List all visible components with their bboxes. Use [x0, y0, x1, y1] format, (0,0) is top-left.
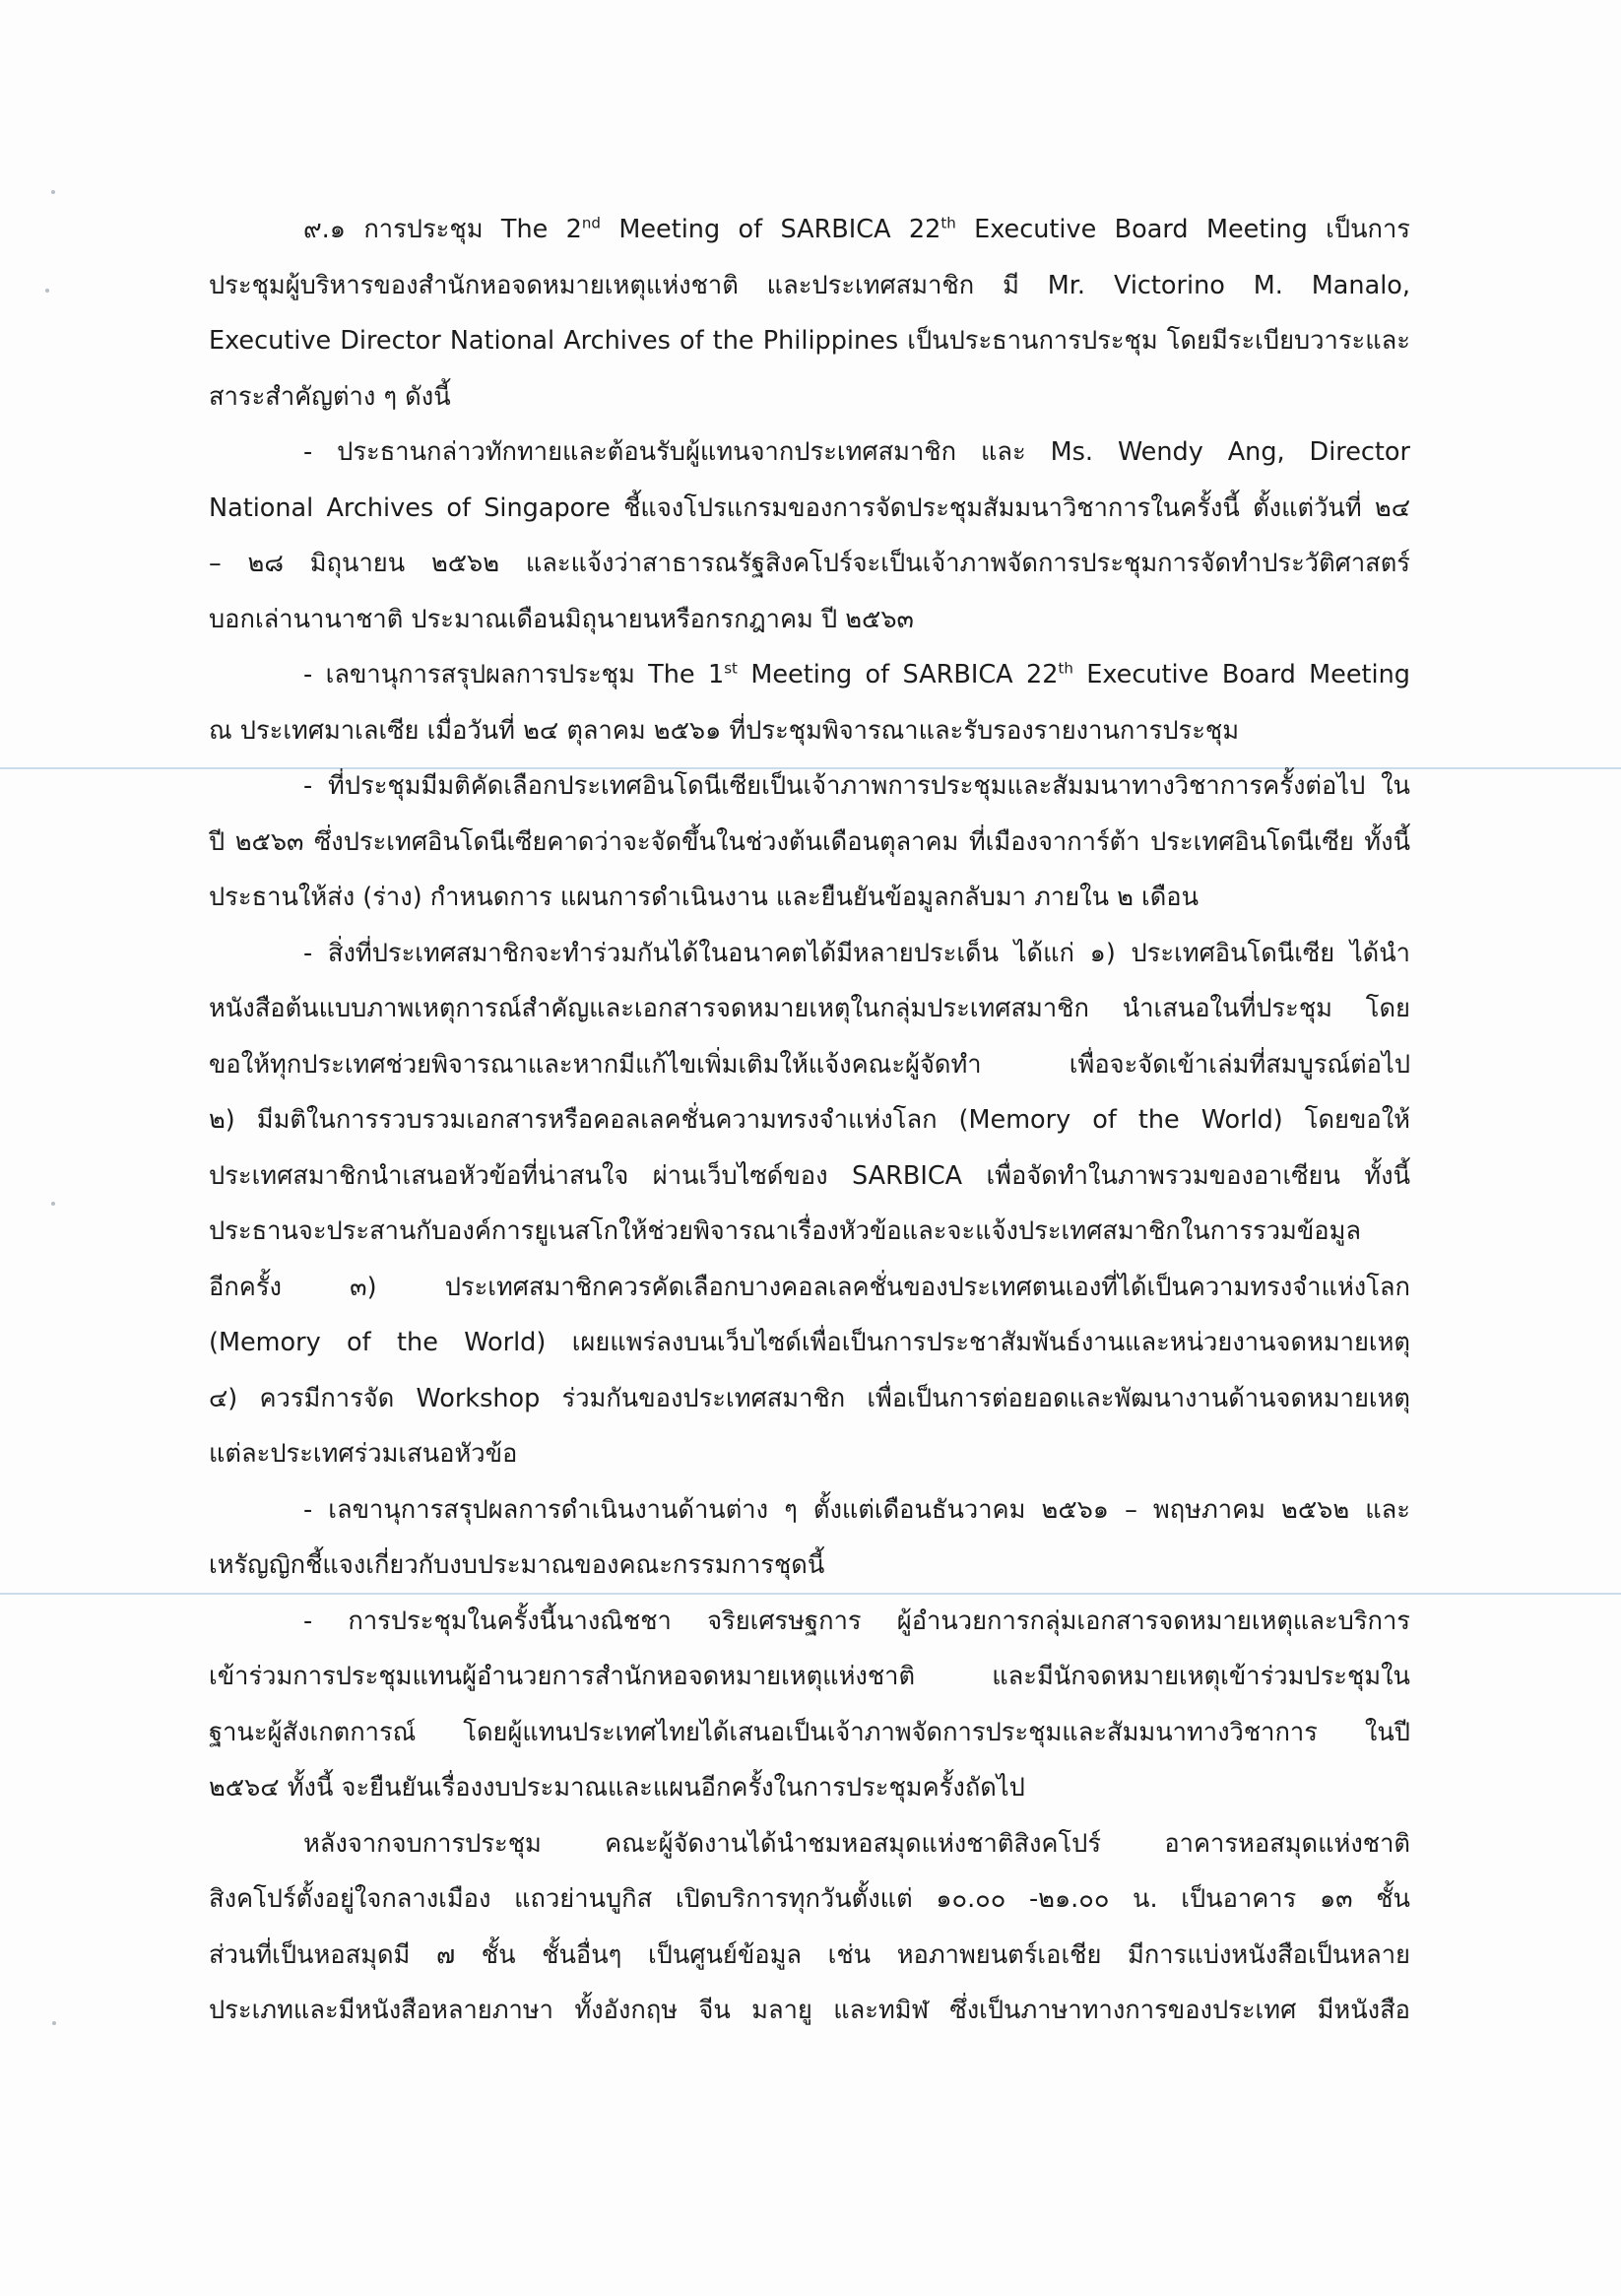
- bullet-line: - เลขานุการสรุปผลการดำเนินงานด้านต่าง ๆ ตั้งแต่เดือนธันวาคม ๒๕๖๑ – พฤษภาคม ๒๕๖๒ และ: [303, 1494, 1410, 1525]
- superscript: th: [940, 214, 956, 232]
- paragraph-line: ๒) มีมติในการรวบรวมเอกสารหรือคอลเลคชั่นความทรงจำแห่งโลก (Memory of the World) โดยขอให้: [209, 1105, 1410, 1135]
- superscript: st: [724, 659, 738, 678]
- bullet-line: - ประธานกล่าวทักทายและต้อนรับผู้แทนจากประเทศสมาชิก และ Ms. Wendy Ang, Director: [303, 437, 1410, 467]
- scan-artifact-dot: [51, 1202, 55, 1206]
- heading-text: Executive Board Meeting เป็นการ: [955, 215, 1410, 244]
- paragraph-line: ณ ประเทศมาเลเซีย เมื่อวันที่ ๒๔ ตุลาคม ๒๕๖๑ ที่ประชุมพิจารณาและรับรองรายงานการประชุม: [209, 715, 1240, 746]
- paragraph-line: ประเทศสมาชิกนำเสนอหัวข้อที่น่าสนใจ ผ่านเว็บไซด์ของ SARBICA เพื่อจัดทำในภาพรวมของอาเซียน ทั้งนี้: [209, 1160, 1410, 1191]
- paragraph-line: (Memory of the World) เผยแพร่ลงบนเว็บไซด์เพื่อเป็นการประชาสัมพันธ์งานและหน่วยงานจดหมายเหตุ: [209, 1328, 1410, 1357]
- heading-text: Meeting of SARBICA 22: [600, 215, 941, 244]
- bullet-text: Executive Board Meeting: [1072, 660, 1410, 689]
- bullet-line: - สิ่งที่ประเทศสมาชิกจะทำร่วมกันได้ในอนาคตได้มีหลายประเด็น ได้แก่ ๑) ประเทศอินโดนีเซีย ได้นำ: [303, 938, 1410, 968]
- paragraph-line: ประธานจะประสานกับองค์การยูเนสโกให้ช่วยพิจารณาเรื่องหัวข้อและจะแจ้งประเทศสมาชิกในการรวมข้อมูล: [209, 1216, 1362, 1246]
- paragraph-line: ประเภทและมีหนังสือหลายภาษา ทั้งอังกฤษ จีน มลายู และทมิฬ ซึ่งเป็นภาษาทางการของประเทศ มีหนังสือ: [209, 1996, 1410, 2025]
- paragraph-line: National Archives of Singapore ชี้แจงโปรแกรมของการจัดประชุมสัมมนาวิชาการในครั้งนี้ ตั้งแต่วันที่ ๒๔: [209, 492, 1410, 523]
- heading-text: ๙.๑ การประชุม The 2: [303, 215, 582, 244]
- paragraph-line: หนังสือต้นแบบภาพเหตุการณ์สำคัญและเอกสารจดหมายเหตุในกลุ่มประเทศสมาชิก นำเสนอในที่ประชุม โดย: [209, 994, 1410, 1023]
- paragraph-line: Executive Director National Archives of the Philippines เป็นประธานการประชุม โดยมีระเบียบวาระและ: [209, 326, 1410, 356]
- bullet-line: - ที่ประชุมมีมติคัดเลือกประเทศอินโดนีเซียเป็นเจ้าภาพการประชุมและสัมมนาทางวิชาการครั้งต่อไป ใน: [303, 771, 1410, 801]
- paragraph-line: สิงคโปร์ตั้งอยู่ใจกลางเมือง แถวย่านบูกิส เปิดบริการทุกวันตั้งแต่ ๑๐.๐๐ -๒๑.๐๐ น. เป็นอาคาร ๑๓ ชั้น: [209, 1884, 1410, 1914]
- scan-artifact-dot: [45, 289, 49, 293]
- bullet-text: - เลขานุการสรุปผลการประชุม The 1: [303, 660, 725, 689]
- paragraph-line: ปี ๒๕๖๓ ซึ่งประเทศอินโดนีเซียคาดว่าจะจัดขึ้นในช่วงต้นเดือนตุลาคม ที่เมืองจาการ์ต้า ประเทศอินโดนีเซีย ทั้งนี้: [209, 826, 1410, 857]
- paragraph-line: ประธานให้ส่ง (ร่าง) กำหนดการ แผนการดำเนินงาน และยืนยันข้อมูลกลับมา ภายใน ๒ เดือน: [209, 883, 1200, 912]
- scan-artifact-dot: [51, 190, 55, 194]
- scan-artifact-dot: [52, 2021, 56, 2025]
- superscript: nd: [581, 214, 601, 232]
- paragraph-line: ฐานะผู้สังเกตการณ์ โดยผู้แทนประเทศไทยได้เสนอเป็นเจ้าภาพจัดการประชุมและสัมมนาทางวิชาการ ในปี: [209, 1717, 1410, 1747]
- paragraph-line: ขอให้ทุกประเทศช่วยพิจารณาและหากมีแก้ไขเพิ่มเติมให้แจ้งคณะผู้จัดทำ เพื่อจะจัดเข้าเล่มที่สมบูรณ์ต่อไป: [209, 1049, 1410, 1080]
- paragraph-line: สาระสำคัญต่าง ๆ ดังนี้: [209, 381, 451, 412]
- bullet-line: - การประชุมในครั้งนี้นางณิชชา จริยเศรษฐการ ผู้อำนวยการกลุ่มเอกสารจดหมายเหตุและบริการ: [303, 1606, 1410, 1636]
- paragraph-line: บอกเล่านานาชาติ ประมาณเดือนมิถุนายนหรือกรกฎาคม ปี ๒๕๖๓: [209, 604, 914, 634]
- paragraph-line: ๒๕๖๔ ทั้งนี้ จะยืนยันเรื่องงบประมาณและแผนอีกครั้งในการประชุมครั้งถัดไป: [209, 1773, 1025, 1803]
- paragraph-line: – ๒๘ มิถุนายน ๒๕๖๒ และแจ้งว่าสาธารณรัฐสิงคโปร์จะเป็นเจ้าภาพจัดการประชุมการจัดทำประวัติศาสตร์: [209, 549, 1410, 578]
- paragraph-line: เข้าร่วมการประชุมแทนผู้อำนวยการสำนักหอจดหมายเหตุแห่งชาติ และมีนักจดหมายเหตุเข้าร่วมประชุมใน: [209, 1662, 1410, 1691]
- paragraph-line: ๔) ควรมีการจัด Workshop ร่วมกันของประเทศสมาชิก เพื่อเป็นการต่อยอดและพัฒนางานด้านจดหมายเหตุ: [209, 1383, 1410, 1413]
- paragraph-line: เหรัญญิกชี้แจงเกี่ยวกับงบประมาณของคณะกรรมการชุดนี้: [209, 1550, 825, 1580]
- paragraph-line: ส่วนที่เป็นหอสมุดมี ๗ ชั้น ชั้นอื่นๆ เป็นศูนย์ข้อมูล เช่น หอภาพยนตร์เอเชีย มีการแบ่งหนังสือเป็นหลาย: [209, 1939, 1410, 1970]
- paragraph-line: หลังจากจบการประชุม คณะผู้จัดงานได้นำชมหอสมุดแห่งชาติสิงคโปร์ อาคารหอสมุดแห่งชาติ: [303, 1828, 1410, 1859]
- bullet-text: Meeting of SARBICA 22: [737, 660, 1059, 689]
- document-body: [209, 202, 1410, 2039]
- paragraph-line: อีกครั้ง ๓) ประเทศสมาชิกควรคัดเลือกบางคอลเลคชั่นของประเทศตนเองที่ได้เป็นความทรงจำแห่งโลก: [209, 1272, 1410, 1302]
- paragraph-line: แต่ละประเทศร่วมเสนอหัวข้อ: [209, 1439, 518, 1469]
- paragraph-line: ประชุมผู้บริหารของสำนักหอจดหมายเหตุแห่งชาติ และประเทศสมาชิก มี Mr. Victorino M. Manalo,: [209, 270, 1410, 300]
- superscript: th: [1058, 659, 1073, 678]
- bullet-line: [209, 647, 1410, 703]
- section-heading-9-1: [209, 202, 1410, 258]
